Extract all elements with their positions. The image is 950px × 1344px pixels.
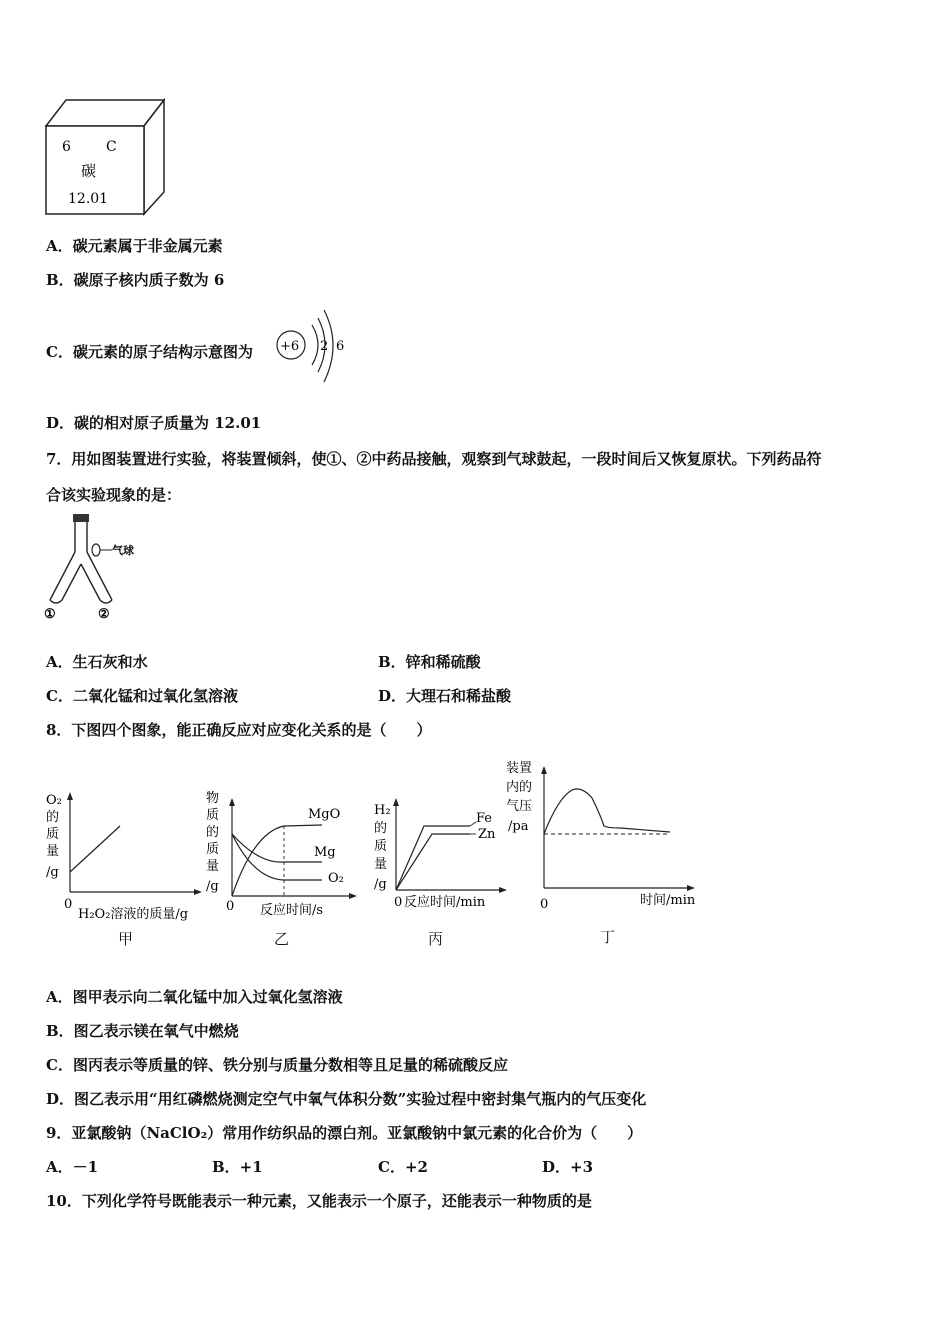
graph-yi bbox=[204, 784, 364, 924]
graph-jia-y-label-2: 质 bbox=[46, 827, 60, 842]
graph-jia-line bbox=[70, 826, 120, 872]
graph-ding-y-label-0: 装置 bbox=[506, 761, 533, 776]
atom-structure-diagram bbox=[274, 300, 354, 390]
graph-jia-origin: 0 bbox=[64, 897, 73, 912]
graph-ding-y-label-2: 气压 bbox=[506, 799, 533, 814]
tube-1-label: ① bbox=[44, 607, 56, 622]
q8-option-d: D．图乙表示用“用红磷燃烧测定空气中氧气体积分数”实验过程中密封集气瓶内的气压变化 bbox=[46, 1090, 647, 1108]
q6-option-b: B．碳原子核内质子数为 6 bbox=[46, 271, 225, 289]
graph-yi-y-label-3: 质 bbox=[206, 842, 220, 857]
shell-1-electrons: 2 bbox=[320, 339, 329, 354]
graph-ding bbox=[500, 756, 710, 916]
graph-bing-y-label-0: H₂ bbox=[374, 803, 391, 818]
graph-ding-caption: 丁 bbox=[600, 928, 616, 946]
graph-bing-series-fe: Fe bbox=[476, 811, 493, 826]
shell-2-electrons: 6 bbox=[336, 339, 345, 354]
tube-2-label: ② bbox=[98, 607, 110, 622]
q8-stem: 8．下图四个图象，能正确反应对应变化关系的是（ ） bbox=[46, 721, 432, 739]
q8-option-c: C．图丙表示等质量的锌、铁分别与质量分数相等且足量的稀硫酸反应 bbox=[46, 1056, 508, 1074]
element-atomic-number: 6 bbox=[62, 139, 71, 155]
graph-jia-x-label: H₂O₂溶液的质量/g bbox=[78, 907, 189, 922]
graph-jia bbox=[42, 786, 207, 926]
graph-yi-series-mg: Mg bbox=[314, 845, 336, 860]
q7-stem-line1: 7．用如图装置进行实验，将装置倾斜，使①、②中药品接触，观察到气球鼓起，一段时间后又恢复原状。下列药品符 bbox=[46, 450, 822, 468]
graph-yi-y-label-5: /g bbox=[206, 879, 219, 894]
element-tile bbox=[40, 96, 170, 220]
graph-yi-series-mgo: MgO bbox=[308, 807, 341, 822]
graph-bing-x-label: 反应时间/min bbox=[404, 895, 486, 910]
graph-jia-y-label-4: /g bbox=[46, 865, 59, 880]
q7-option-a: A．生石灰和水 bbox=[46, 653, 148, 671]
balloon-label: 气球 bbox=[112, 544, 134, 557]
element-name: 碳 bbox=[81, 162, 97, 180]
graph-bing bbox=[370, 794, 510, 918]
graph-yi-y-label-4: 量 bbox=[206, 859, 220, 874]
graph-yi-o2-curve bbox=[232, 834, 322, 880]
graph-jia-y-label-1: 的 bbox=[46, 810, 60, 825]
graph-bing-fe-line bbox=[396, 826, 470, 890]
graph-ding-origin: 0 bbox=[540, 897, 549, 912]
element-symbol: C bbox=[106, 139, 117, 155]
graph-ding-x-label: 时间/min bbox=[640, 893, 696, 908]
graph-yi-y-label-2: 的 bbox=[206, 825, 220, 840]
graph-yi-mgo-curve bbox=[232, 825, 322, 896]
graph-yi-y-label-1: 质 bbox=[206, 808, 220, 823]
q9-stem: 9．亚氯酸钠（NaClO₂）常用作纺织品的漂白剂。亚氯酸钠中氯元素的化合价为（ ） bbox=[46, 1124, 643, 1142]
graph-bing-y-label-1: 的 bbox=[374, 821, 388, 836]
graph-bing-origin: 0 bbox=[394, 895, 403, 910]
graph-bing-y-label-2: 质 bbox=[374, 839, 388, 854]
graph-bing-y-label-3: 量 bbox=[374, 857, 388, 872]
graph-bing-caption: 丙 bbox=[428, 930, 444, 948]
graph-yi-x-label: 反应时间/s bbox=[260, 903, 324, 918]
graph-ding-y-label-3: /pa bbox=[508, 819, 529, 834]
graph-bing-y-label-4: /g bbox=[374, 877, 387, 892]
nucleus-charge: +6 bbox=[280, 339, 300, 354]
graph-ding-y-label-1: 内的 bbox=[506, 780, 533, 795]
q9-option-d: D．+3 bbox=[542, 1158, 594, 1176]
q10-stem: 10．下列化学符号既能表示一种元素，又能表示一个原子，还能表示一种物质的是 bbox=[46, 1192, 592, 1210]
graph-ding-pressure-curve bbox=[544, 789, 670, 834]
graph-yi-origin: 0 bbox=[226, 899, 235, 914]
q7-option-d: D．大理石和稀盐酸 bbox=[378, 687, 512, 705]
q7-option-c: C．二氧化锰和过氧化氢溶液 bbox=[46, 687, 238, 705]
graph-yi-caption: 乙 bbox=[274, 930, 290, 948]
q6-option-c: C．碳元素的原子结构示意图为 bbox=[46, 343, 253, 361]
graph-jia-caption: 甲 bbox=[118, 930, 134, 948]
q8-option-a: A．图甲表示向二氧化锰中加入过氧化氢溶液 bbox=[46, 988, 343, 1006]
q9-option-c: C．+2 bbox=[378, 1158, 428, 1176]
graph-yi-mg-curve bbox=[232, 834, 322, 862]
q8-option-b: B．图乙表示镁在氧气中燃烧 bbox=[46, 1022, 239, 1040]
graph-yi-series-o2: O₂ bbox=[328, 871, 344, 886]
y-tube-apparatus bbox=[42, 512, 152, 622]
graph-bing-zn-line bbox=[396, 834, 470, 890]
q9-option-a: A．－1 bbox=[46, 1158, 99, 1176]
q7-option-b: B．锌和稀硫酸 bbox=[378, 653, 481, 671]
element-atomic-mass: 12.01 bbox=[68, 191, 109, 207]
graph-jia-y-label-0: O₂ bbox=[46, 793, 62, 808]
q6-option-d: D．碳的相对原子质量为 12.01 bbox=[46, 414, 262, 432]
q9-option-b: B．+1 bbox=[212, 1158, 263, 1176]
graph-yi-y-label-0: 物 bbox=[206, 791, 220, 806]
q6-option-a: A．碳元素属于非金属元素 bbox=[46, 237, 223, 255]
q7-stem-line2: 合该实验现象的是： bbox=[46, 486, 182, 504]
graph-jia-y-label-3: 量 bbox=[46, 844, 60, 859]
graph-bing-series-zn: Zn bbox=[478, 827, 496, 842]
